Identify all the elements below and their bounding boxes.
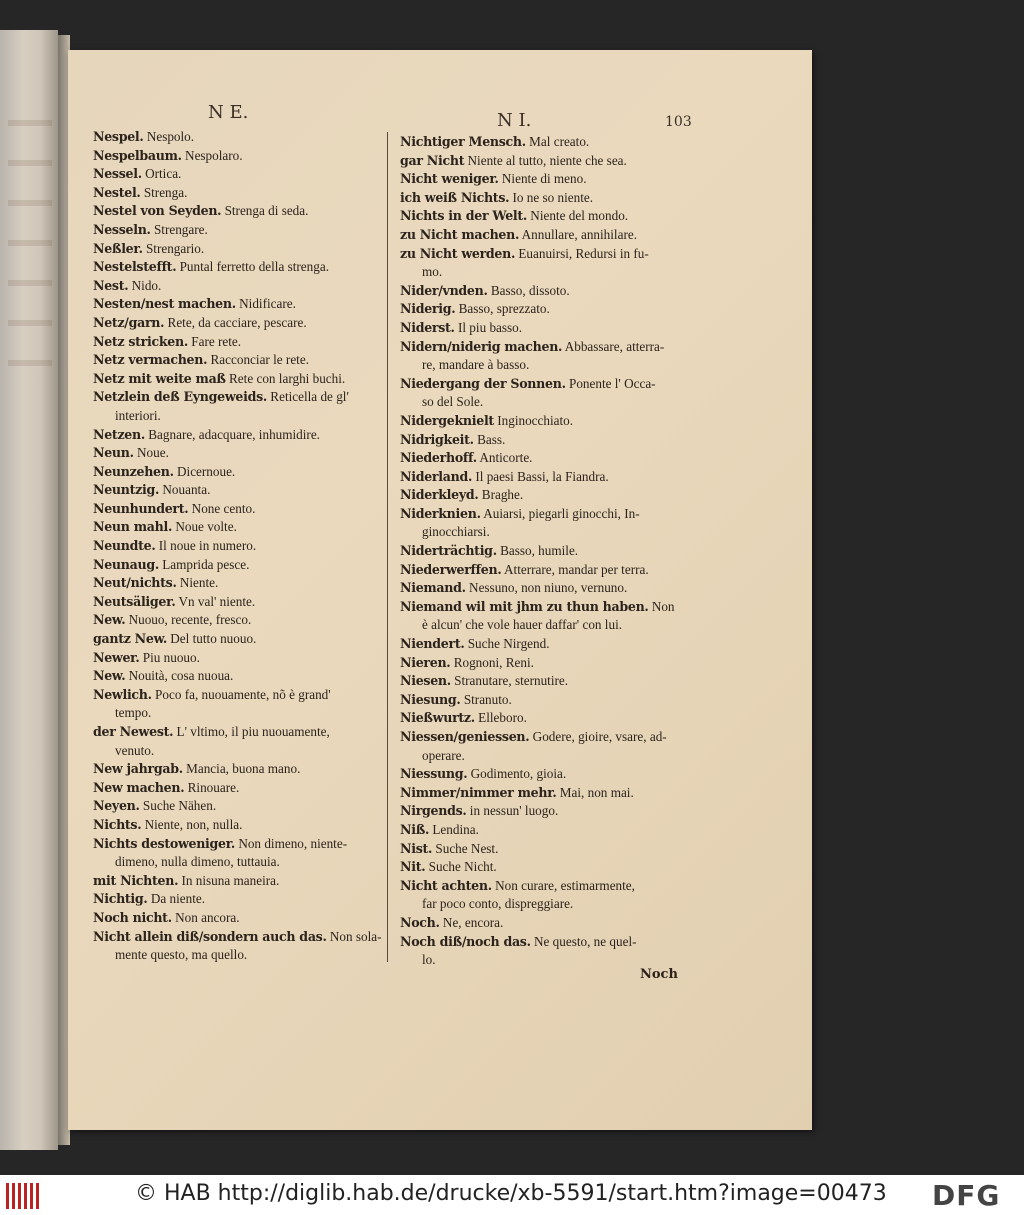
dictionary-entry	[400, 170, 696, 189]
italian-translation: Stranutare, sternutire.	[450, 673, 569, 689]
dictionary-entry	[400, 747, 696, 766]
german-headword: Nider/vnden.	[400, 282, 488, 298]
italian-translation: dimeno, nulla dimeno, tuttauia.	[115, 854, 280, 870]
dictionary-entry	[93, 537, 383, 556]
italian-translation: Suche Nähen.	[139, 798, 217, 814]
dictionary-entry	[93, 295, 383, 314]
german-headword: Neßler.	[93, 240, 143, 256]
dictionary-entry	[93, 574, 383, 593]
dictionary-entry	[93, 704, 383, 723]
german-headword: Nichts in der Welt.	[400, 208, 527, 224]
italian-translation: Vn val' niente.	[175, 593, 256, 609]
italian-translation: Strengario.	[142, 240, 205, 256]
german-headword: Netzlein deß Eyngeweids.	[93, 389, 267, 405]
catchword: Noch	[640, 967, 678, 982]
dictionary-entry	[93, 556, 383, 575]
dictionary-entry	[400, 840, 696, 859]
german-headword: Netz stricken.	[93, 333, 188, 349]
italian-translation: operare.	[422, 747, 465, 763]
dictionary-entry	[400, 356, 696, 375]
dictionary-entry	[93, 128, 383, 147]
italian-translation: in nessun' luogo.	[466, 803, 559, 819]
dictionary-entry	[93, 500, 383, 519]
dictionary-entry	[93, 928, 383, 947]
dictionary-entry	[93, 202, 383, 221]
german-headword: Nest.	[93, 277, 129, 293]
dictionary-entry	[93, 370, 383, 389]
italian-translation: Ortica.	[141, 166, 182, 182]
italian-translation: Nespolaro.	[181, 147, 243, 163]
dictionary-entry	[93, 649, 383, 668]
italian-translation: Nidificare.	[235, 296, 296, 312]
dictionary-entry	[93, 909, 383, 928]
dictionary-entry	[93, 463, 383, 482]
dictionary-entry	[400, 709, 696, 728]
italian-translation: Rete con larghi buchi.	[225, 370, 346, 386]
dictionary-entry	[400, 821, 696, 840]
italian-translation: Godere, gioire, vsare, ad-	[529, 729, 667, 744]
german-headword: Nießwurtz.	[400, 710, 475, 726]
italian-translation: Reticella de gl'	[267, 389, 349, 405]
german-headword: Noch diß/noch das.	[400, 933, 531, 949]
dictionary-entry	[400, 226, 696, 245]
italian-translation: Basso, sprezzato.	[455, 301, 550, 317]
dictionary-entry	[400, 468, 696, 487]
dictionary-entry	[93, 333, 383, 352]
dictionary-entry	[400, 431, 696, 450]
german-headword: Niß.	[400, 821, 430, 837]
german-headword: Niederhoff.	[400, 450, 477, 466]
dictionary-entry	[400, 914, 696, 933]
german-headword: Niderträchtig.	[400, 543, 497, 559]
italian-translation: tempo.	[115, 705, 152, 721]
german-headword: Neun.	[93, 445, 134, 461]
dictionary-entry	[93, 630, 383, 649]
dictionary-entry	[93, 351, 383, 370]
italian-translation: lo.	[422, 952, 436, 968]
italian-translation: Non ancora.	[171, 909, 240, 925]
german-headword: New.	[93, 668, 126, 684]
italian-translation: Rognoni, Reni.	[450, 654, 534, 670]
italian-translation: Inginocchiato.	[493, 412, 574, 428]
footer-bar	[0, 1175, 1024, 1215]
italian-translation: In nisuna maneira.	[178, 872, 280, 888]
german-headword: Nicht allein diß/sondern auch das.	[93, 928, 327, 944]
italian-translation: Strenga di seda.	[221, 203, 309, 219]
dictionary-entry	[93, 667, 383, 686]
dfg-logo: DFG	[932, 1179, 1001, 1212]
page-number: 103	[665, 114, 692, 130]
german-headword: Nicht weniger.	[400, 171, 499, 187]
german-headword: New machen.	[93, 779, 185, 795]
german-headword: Niessung.	[400, 766, 468, 782]
dictionary-entry	[93, 314, 383, 333]
italian-translation: Non curare, estimarmente,	[491, 877, 635, 893]
dictionary-entry	[93, 407, 383, 426]
italian-translation: Rinouare.	[184, 779, 240, 795]
italian-translation: Mancia, buona mano.	[182, 761, 301, 777]
dictionary-entry	[93, 388, 383, 407]
italian-translation: Niente, non, nulla.	[141, 816, 243, 832]
dictionary-entry	[93, 481, 383, 500]
italian-translation: Il paesi Bassi, la Fiandra.	[472, 468, 609, 484]
italian-translation: Godimento, gioia.	[467, 766, 567, 782]
dictionary-entry	[400, 579, 696, 598]
german-headword: Nestelstefft.	[93, 259, 177, 275]
dictionary-entry	[400, 319, 696, 338]
italian-translation: Da niente.	[147, 891, 206, 907]
italian-translation: Stranuto.	[460, 691, 512, 707]
dictionary-entry	[400, 189, 696, 208]
italian-translation: Dicernoue.	[173, 463, 236, 479]
dictionary-entry	[400, 616, 696, 635]
italian-translation: venuto.	[115, 742, 155, 758]
dictionary-entry	[400, 635, 696, 654]
dictionary-entry	[400, 728, 696, 747]
german-headword: Nirgends.	[400, 803, 467, 819]
dictionary-entry	[93, 593, 383, 612]
dictionary-entry	[93, 816, 383, 835]
dictionary-entry	[93, 779, 383, 798]
german-headword: Neuntzig.	[93, 482, 160, 498]
dictionary-entry	[400, 412, 696, 431]
dictionary-entry	[400, 877, 696, 896]
dictionary-entry	[400, 691, 696, 710]
dictionary-entry	[400, 393, 696, 412]
dictionary-entry	[93, 147, 383, 166]
italian-translation: Non dimeno, niente-	[235, 835, 348, 851]
italian-translation: Il noue in numero.	[155, 538, 257, 554]
dictionary-entry	[93, 611, 383, 630]
dictionary-entry	[93, 723, 383, 742]
german-headword: Niderland.	[400, 468, 473, 484]
dictionary-entry	[400, 282, 696, 301]
german-headword: Niderknien.	[400, 505, 481, 521]
dictionary-entry	[400, 449, 696, 468]
german-headword: Neunhundert.	[93, 500, 189, 516]
italian-translation: Bass.	[473, 431, 506, 447]
italian-translation: Braghe.	[478, 487, 524, 503]
german-headword: Nist.	[400, 840, 433, 856]
german-headword: Niemand.	[400, 580, 466, 596]
german-headword: Noch.	[400, 914, 440, 930]
dictionary-entry	[93, 853, 383, 872]
italian-translation: so del Sole.	[422, 394, 484, 410]
right-column	[400, 133, 696, 970]
italian-translation: Niente.	[176, 575, 219, 591]
german-headword: Nichts destoweniger.	[93, 835, 236, 851]
running-header-right: N I.	[497, 110, 532, 131]
dictionary-entry	[400, 542, 696, 561]
italian-translation: Racconciar le rete.	[207, 352, 309, 368]
dictionary-entry	[400, 375, 696, 394]
italian-translation: Nouità, cosa nuoua.	[125, 668, 234, 684]
dictionary-entry	[400, 654, 696, 673]
italian-translation: Abbassare, atterra-	[562, 338, 665, 354]
italian-translation: Io ne so niente.	[509, 189, 594, 205]
italian-translation: Bagnare, adacquare, inhumidire.	[144, 426, 320, 442]
dictionary-entry	[400, 523, 696, 542]
italian-translation: è alcun' che vole hauer daffar' con lui.	[422, 617, 623, 633]
italian-translation: Basso, dissoto.	[487, 282, 570, 298]
german-headword: Nesseln.	[93, 221, 151, 237]
italian-translation: Strenga.	[140, 184, 188, 200]
german-headword: Niemand wil mit jhm zu thun haben.	[400, 598, 649, 614]
italian-translation: Ne questo, ne quel-	[530, 933, 637, 949]
italian-translation: Il piu basso.	[454, 319, 523, 335]
dictionary-entry	[400, 561, 696, 580]
italian-translation: Poco fa, nuouamente, nõ è grand'	[151, 686, 331, 702]
dictionary-entry	[400, 858, 696, 877]
dictionary-entry	[400, 765, 696, 784]
german-headword: Neunaug.	[93, 556, 159, 572]
german-headword: Neutsäliger.	[93, 593, 176, 609]
italian-translation: Nuouo, recente, fresco.	[125, 612, 252, 628]
italian-translation: Nespolo.	[143, 129, 195, 144]
dictionary-entry	[400, 933, 696, 952]
german-headword: Nidrigkeit.	[400, 431, 474, 447]
italian-translation: Mai, non mai.	[556, 784, 634, 800]
dictionary-entry	[93, 797, 383, 816]
german-headword: gantz New.	[93, 631, 167, 647]
dictionary-entry	[93, 835, 383, 854]
dictionary-entry	[93, 240, 383, 259]
column-divider	[387, 132, 388, 962]
italian-translation: Euanuirsi, Redursi in fu-	[515, 245, 649, 261]
italian-translation: Niente del mondo.	[527, 208, 629, 224]
german-headword: Nimmer/nimmer mehr.	[400, 784, 557, 800]
german-headword: New.	[93, 612, 126, 628]
german-headword: Nespelbaum.	[93, 147, 182, 163]
italian-translation: Nessuno, non niuno, vernuno.	[465, 580, 628, 596]
german-headword: Newlich.	[93, 686, 152, 702]
italian-translation: interiori.	[115, 407, 161, 423]
dictionary-entry	[93, 760, 383, 779]
german-headword: Nestel.	[93, 184, 141, 200]
italian-translation: Ne, encora.	[439, 914, 504, 930]
italian-translation: Atterrare, mandar per terra.	[501, 561, 649, 577]
dictionary-entry	[93, 165, 383, 184]
dictionary-entry	[93, 518, 383, 537]
barcode-icon	[6, 1183, 42, 1209]
german-headword: Nichtig.	[93, 891, 148, 907]
german-headword: Netz vermachen.	[93, 352, 208, 368]
german-headword: Niessen/geniessen.	[400, 729, 530, 744]
italian-translation: Basso, humile.	[496, 543, 579, 559]
copyright-url[interactable]: © HAB http://diglib.hab.de/drucke/xb-5591/start.htm?image=00473	[135, 1181, 887, 1206]
dictionary-entry	[400, 672, 696, 691]
italian-translation: Annullare, annihilare.	[519, 226, 637, 242]
italian-translation: mo.	[422, 264, 443, 280]
german-headword: Niesen.	[400, 673, 451, 689]
german-headword: Neut/nichts.	[93, 575, 177, 591]
italian-translation: Nouanta.	[159, 482, 211, 498]
running-header-left: N E.	[208, 102, 249, 123]
german-headword: Nidern/niderig machen.	[400, 338, 563, 354]
italian-translation: Fare rete.	[187, 333, 242, 349]
italian-translation: Rete, da cacciare, pescare.	[164, 314, 307, 330]
left-column	[93, 128, 383, 965]
italian-translation: None cento.	[188, 500, 256, 516]
dictionary-entry	[400, 784, 696, 803]
german-headword: Niderkleyd.	[400, 487, 479, 503]
italian-translation: Del tutto nuouo.	[166, 631, 257, 647]
italian-translation: Non sola-	[326, 928, 382, 944]
german-headword: Niderig.	[400, 301, 456, 317]
german-headword: Netz/garn.	[93, 314, 165, 330]
previous-page-edge	[0, 30, 58, 1150]
german-headword: Neyen.	[93, 798, 140, 814]
italian-translation: re, mandare à basso.	[422, 357, 530, 373]
german-headword: mit Nichten.	[93, 872, 179, 888]
dictionary-entry	[400, 598, 696, 617]
italian-translation: mente questo, ma quello.	[115, 947, 248, 963]
german-headword: der Newest.	[93, 724, 174, 739]
german-headword: Niderst.	[400, 319, 455, 335]
german-headword: Nesten/nest machen.	[93, 296, 236, 312]
italian-translation: Niente di meno.	[498, 171, 587, 187]
italian-translation: Lamprida pesce.	[158, 556, 250, 572]
italian-translation: Suche Nirgend.	[464, 636, 550, 652]
dictionary-entry	[93, 277, 383, 296]
german-headword: Niendert.	[400, 636, 465, 652]
dictionary-entry	[400, 300, 696, 319]
dictionary-entry	[93, 221, 383, 240]
dictionary-entry	[93, 946, 383, 965]
german-headword: zu Nicht werden.	[400, 245, 516, 261]
german-headword: zu Nicht machen.	[400, 226, 520, 242]
italian-translation: Lendina.	[429, 821, 479, 837]
german-headword: Newer.	[93, 649, 140, 665]
german-headword: Nieren.	[400, 654, 451, 670]
dictionary-entry	[93, 184, 383, 203]
german-headword: Niederwerffen.	[400, 561, 502, 577]
italian-translation: Puntal ferretto della strenga.	[176, 259, 329, 275]
german-headword: Nicht achten.	[400, 877, 492, 893]
italian-translation: Piu nuouo.	[139, 649, 200, 665]
dictionary-entry	[400, 245, 696, 264]
dictionary-entry	[93, 872, 383, 891]
italian-translation: Mal creato.	[525, 134, 590, 149]
italian-translation: Auiarsi, piegarli ginocchi, In-	[480, 505, 640, 521]
dictionary-entry	[400, 133, 696, 152]
italian-translation: far poco conto, dispreggiare.	[422, 896, 574, 912]
dictionary-entry	[93, 742, 383, 761]
dictionary-entry	[400, 338, 696, 357]
dictionary-entry	[400, 802, 696, 821]
german-headword: Nessel.	[93, 166, 142, 182]
dictionary-entry	[93, 444, 383, 463]
italian-translation: ginocchiarsi.	[422, 524, 490, 540]
italian-translation: L' vltimo, il piu nuouamente,	[173, 724, 330, 739]
italian-translation: Suche Nest.	[432, 840, 499, 856]
dictionary-entry	[400, 486, 696, 505]
german-headword: Netz mit weite maß	[93, 370, 226, 386]
dictionary-entry	[93, 890, 383, 909]
german-headword: Netzen.	[93, 426, 145, 442]
german-headword: Nichts.	[93, 816, 142, 832]
german-headword: Nichtiger Mensch.	[400, 134, 526, 149]
italian-translation: Strengare.	[150, 221, 208, 237]
dictionary-entry	[400, 895, 696, 914]
german-headword: Noch nicht.	[93, 909, 172, 925]
german-headword: Neunzehen.	[93, 463, 174, 479]
german-headword: Neun mahl.	[93, 519, 173, 535]
italian-translation: Suche Nicht.	[425, 859, 497, 875]
italian-translation: Niente al tutto, niente che sea.	[464, 152, 627, 168]
german-headword: Nestel von Seyden.	[93, 203, 222, 219]
dictionary-entry	[93, 258, 383, 277]
german-headword: Niedergang der Sonnen.	[400, 375, 566, 391]
dictionary-entry	[400, 263, 696, 282]
italian-translation: Ponente l' Occa-	[565, 375, 656, 391]
german-headword: New jahrgab.	[93, 761, 183, 777]
german-headword: Niesung.	[400, 691, 461, 707]
dictionary-entry	[400, 152, 696, 171]
german-headword: Nidergeknielt	[400, 412, 494, 428]
italian-translation: Noue volte.	[172, 519, 237, 535]
italian-translation: Elleboro.	[474, 710, 527, 726]
italian-translation: Nido.	[128, 277, 162, 293]
dictionary-entry	[400, 207, 696, 226]
german-headword: ich weiß Nichts.	[400, 189, 510, 205]
german-headword: Nespel.	[93, 129, 144, 144]
german-headword: Nit.	[400, 859, 426, 875]
german-headword: gar Nicht	[400, 152, 465, 168]
italian-translation: Anticorte.	[476, 450, 533, 466]
german-headword: Neundte.	[93, 538, 156, 554]
dictionary-entry	[93, 426, 383, 445]
italian-translation: Noue.	[133, 445, 169, 461]
dictionary-entry	[93, 686, 383, 705]
italian-translation: Non	[648, 598, 675, 614]
dictionary-entry	[400, 505, 696, 524]
